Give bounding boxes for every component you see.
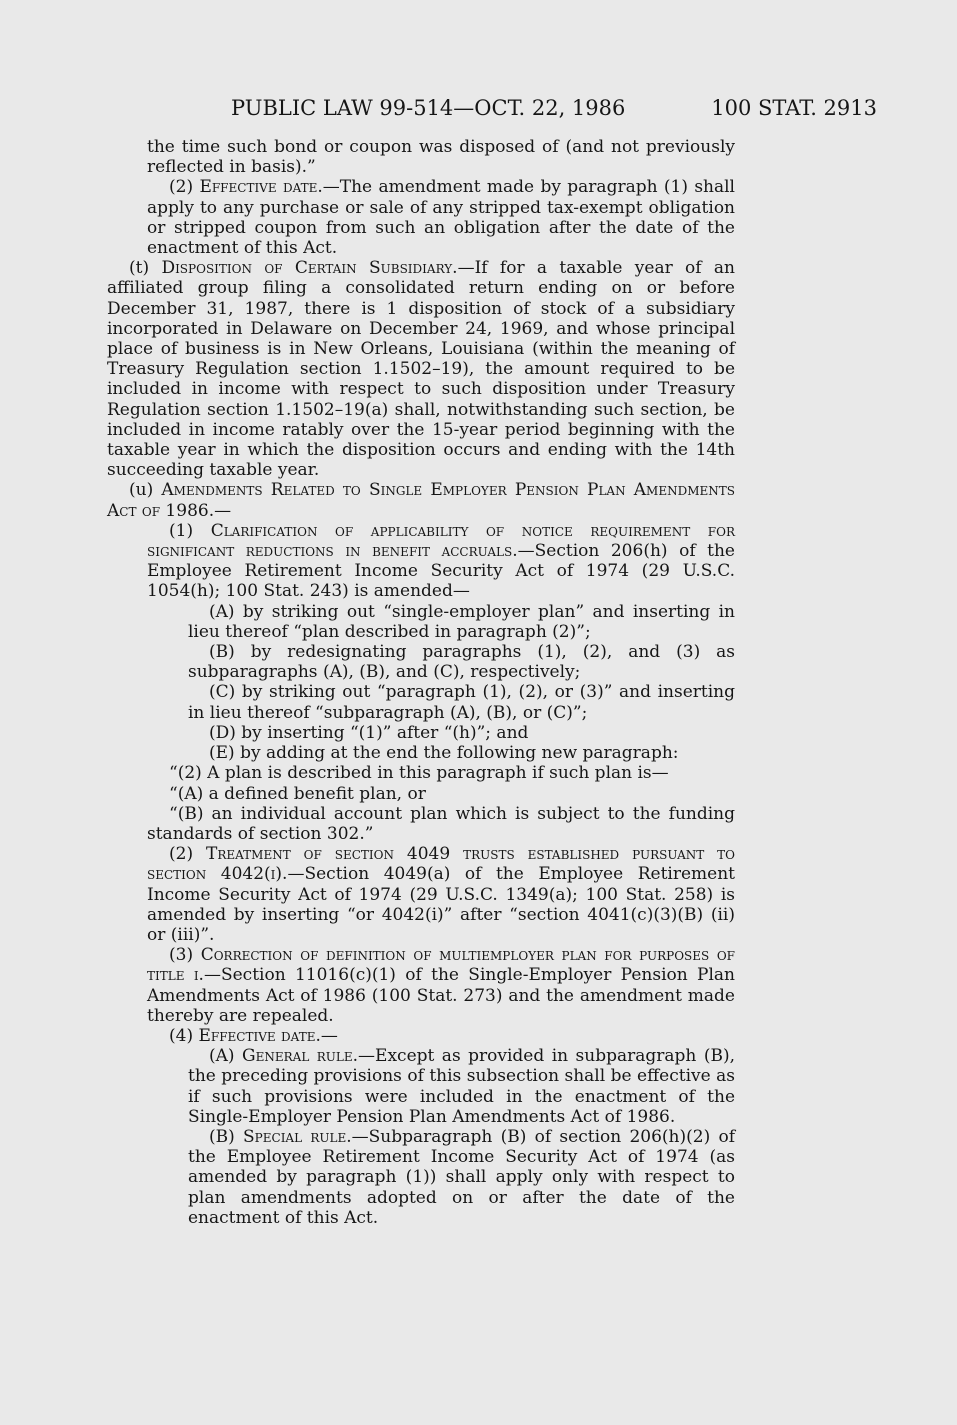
- paragraph-p18: [107, 1127, 735, 1228]
- body-text: “(2) A plan is described in this paragraph if such plan is—: [169, 763, 669, 784]
- body-text: —Section 206(h) of the Employee Retirement Income Security Act of 1974 (29 U.S.C. 1054(h); 100 Stat. 243) is amended—: [147, 541, 735, 602]
- paragraph-p5: [107, 521, 735, 602]
- heading-text: General rule.: [242, 1046, 359, 1067]
- body-text: (u): [129, 480, 162, 501]
- body-text: (B): [209, 1126, 244, 1147]
- document-body: [107, 137, 735, 1228]
- paragraph-p7: [107, 642, 735, 682]
- body-text: (3): [169, 945, 201, 966]
- body-text: “(A) a defined benefit plan, or: [169, 783, 426, 804]
- paragraph-p6: [107, 602, 735, 642]
- paragraph-p16: [107, 1026, 735, 1046]
- paragraph-p17: [107, 1046, 735, 1127]
- body-text: (E) by adding at the end the following new paragraph:: [209, 743, 679, 764]
- body-text: (C) by striking out “paragraph (1), (2), or (3)” and inserting in lieu thereof “subparagraph (A), (B), or (C)”;: [188, 682, 735, 723]
- heading-text: Correction of definition of multiemployer plan for purposes of title i.: [147, 945, 736, 986]
- body-text: —: [214, 500, 232, 521]
- heading-text: Special rule.: [243, 1126, 352, 1147]
- body-text: (2): [169, 844, 207, 865]
- running-header: [231, 93, 877, 123]
- paragraph-p4: [107, 480, 735, 520]
- heading-text: Clarification of applicability of notice requirement for significant reductions in benefit accruals.: [147, 520, 735, 562]
- body-text: (B) by redesignating paragraphs (1), (2), and (3) as subparagraphs (A), (B), and (C), respectively;: [188, 642, 735, 683]
- body-text: “(B) an individual account plan which is subject to the funding standards of section 302.”: [147, 803, 735, 844]
- paragraph-p15: [107, 945, 735, 1026]
- body-text: (t): [129, 258, 162, 279]
- body-text: the time such bond or coupon was disposed of (and not previously reflected in basis).”: [147, 137, 735, 178]
- body-text: —Subparagraph (B) of section 206(h)(2) of the Employee Retirement Income Security Act of 1974 (as amended by paragraph (1)) shall apply only with respect to plan amendments adopted on or after the date of the enactment of this Act.: [188, 1126, 735, 1228]
- body-text: —Section 11016(c)(1) of the Single-Employer Pension Plan Amendments Act of 1986 (100 Stat. 273) and the amendment made thereby are repealed.: [147, 965, 736, 1026]
- paragraph-p14: [107, 844, 735, 945]
- paragraph-p13: [107, 804, 735, 844]
- header-stat-citation: 100 STAT. 2913: [711, 96, 877, 120]
- body-text: (D) by inserting “(1)” after “(h)”; and: [209, 722, 529, 743]
- paragraph-p2: [107, 177, 735, 258]
- heading-text: Effective date.: [198, 1025, 321, 1046]
- paragraph-p9: [107, 723, 735, 743]
- body-text: —The amendment made by paragraph (1) shall apply to any purchase or sale of any stripped tax-exempt obligation or stripped coupon from such an obligation after the date of the enactment of this Act.: [147, 177, 735, 259]
- body-text: —: [320, 1025, 338, 1046]
- body-text: —Except as provided in subparagraph (B), the preceding provisions of this subsection shall be effective as if such provisions were included in the enactment of the Single-Employer Pension Plan Amendments Act of 1986.: [188, 1046, 735, 1127]
- paragraph-p3: [107, 258, 735, 480]
- paragraph-p1: [107, 137, 735, 177]
- body-text: (2): [169, 177, 200, 198]
- heading-text: Treatment of section 4049 trusts established pursuant to section 4042(i).: [147, 844, 736, 885]
- body-text: (A) by striking out “single-employer plan” and inserting in lieu thereof “plan described in paragraph (2)”;: [188, 601, 735, 642]
- heading-text: Effective date.: [199, 177, 323, 198]
- paragraph-p11: [107, 763, 735, 783]
- paragraph-p10: [107, 743, 735, 763]
- body-text: (4): [169, 1025, 199, 1046]
- body-text: (A): [209, 1046, 243, 1067]
- body-text: —Section 4049(a) of the Employee Retirement Income Security Act of 1974 (29 U.S.C. 1349(a); 100 Stat. 258) is amended by inserting “or 4042(i)” after “section 4041(c)(3)(B) (ii) or (iii)”.: [147, 864, 735, 945]
- body-text: (1): [169, 520, 211, 541]
- heading-text: Disposition of Certain Subsidiary.: [161, 258, 458, 279]
- paragraph-p8: [107, 682, 735, 722]
- paragraph-p12: [107, 784, 735, 804]
- body-text: —If for a taxable year of an affiliated group filing a consolidated return ending on or before December 31, 1987, there is 1 disposition of stock of a subsidiary incorporated in Delaware on December 24, 1969, and whose principal place of business is in New Orleans, Louisiana (within the meaning of Treasury Regulation section 1.1502–19), the amount required to be included in income with respect to such disposition under Treasury Regulation section 1.1502–19(a) shall, notwithstanding such section, be included in income ratably over the 15-year period beginning with the taxable year in which the disposition occurs and ending with the 14th succeeding taxable year.: [107, 258, 736, 481]
- header-title: PUBLIC LAW 99-514—OCT. 22, 1986: [231, 96, 626, 120]
- heading-text: Amendments Related to Single Employer Pension Plan Amendments Act of 1986.: [107, 480, 735, 521]
